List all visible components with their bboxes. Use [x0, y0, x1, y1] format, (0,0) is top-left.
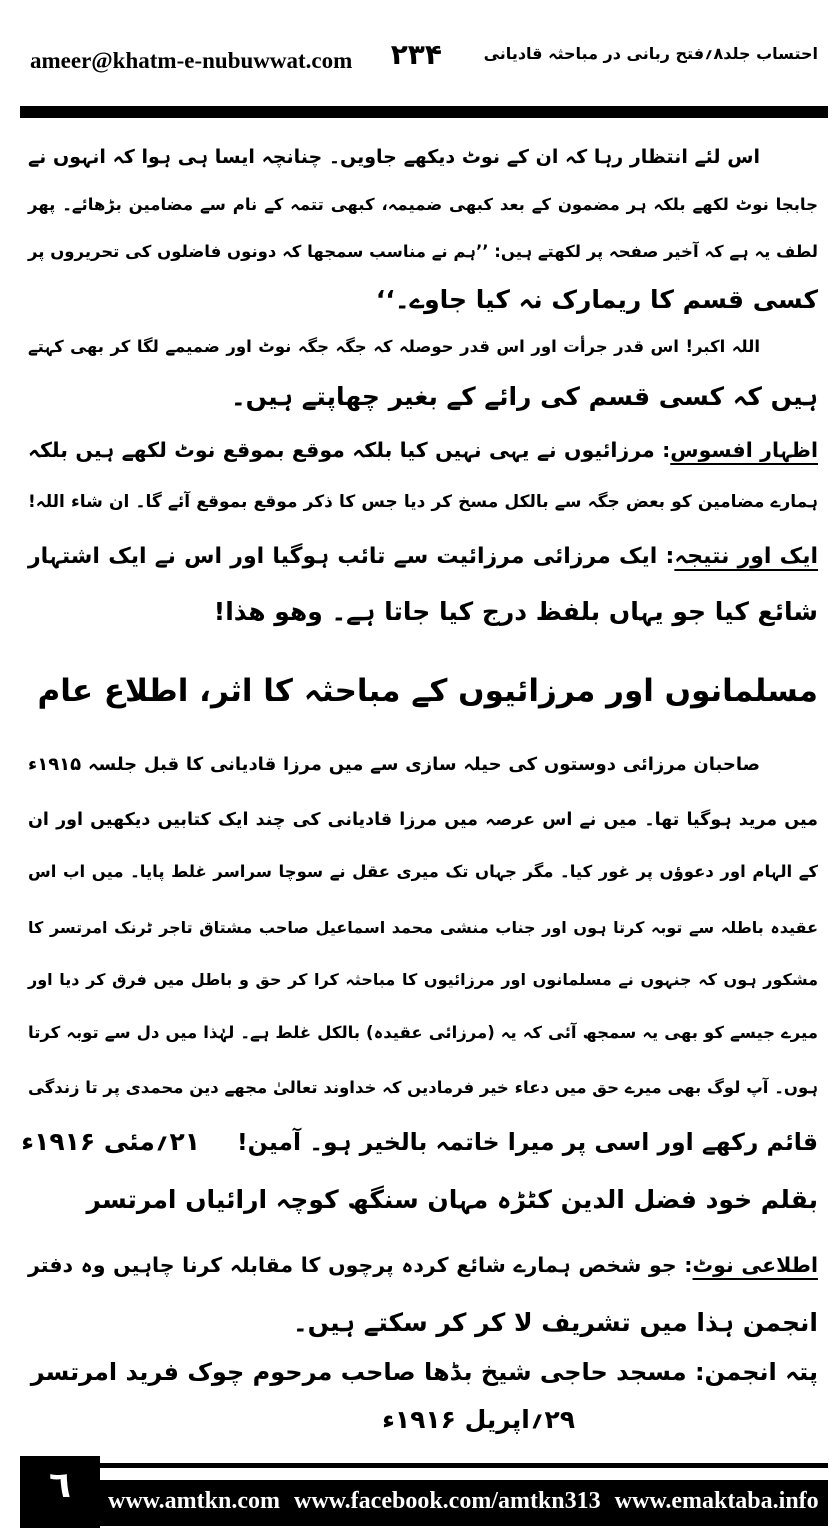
text-line [28, 1245, 818, 1285]
footer-urls: www.amtkn.com www.facebook.com/amtkn313 www.emaktaba.info [108, 1488, 819, 1514]
text-line: میرے جیسے کو بھی یہ سمجھ آئی کہ یہ (مرزائی عقیدہ) بالکل غلط ہے۔ لہٰذا میں دل سے توبہ کرتا [28, 1023, 818, 1042]
text-line: قائم رکھے اور اسی پر میرا خاتمہ بالخیر ہو۔ آمین! [236, 1128, 818, 1156]
text-line: صاحبان مرزائی دوستوں کی حیلہ سازی سے میں مرزا قادیانی کا قبل جلسہ ۱۹۱۵ء [28, 754, 760, 775]
text-line: کسی قسم کا ریمارک نہ کیا جاوے۔‘‘ [375, 285, 818, 314]
text-line: مشکور ہوں کہ جنہوں نے مسلمانوں اور مرزائیوں کا مباحثہ کرا کر حق و باطل میں فرق کر دیا اور [28, 970, 818, 989]
text-line: لطف یہ ہے کہ آخیر صفحہ پر لکھتے ہیں: ’’ہم نے مناسب سمجھا کہ دونوں فاضلوں کی تحریروں پر [28, 242, 818, 261]
text-line [28, 537, 818, 577]
text-line: شائع کیا جو یہاں بلفظ درج کیا جاتا ہے۔ وھو ھذا! [213, 597, 818, 626]
signature: بقلم خود فضل الدین کٹڑہ مہان سنگھ کوچہ ارائیاں امرتسر [86, 1185, 818, 1214]
section-label: اظہار افسوس [670, 438, 818, 462]
text-span: : مرزائیوں نے یہی نہیں کیا بلکہ موقع بموقع نوٹ لکھے ہیں بلکہ [28, 438, 671, 462]
header-email: ameer@khatm-e-nubuwwat.com [30, 48, 353, 73]
text-line: ہمارے مضامین کو بعض جگہ سے بالکل مسخ کر دیا جس کا ذکر موقع بموقع آئے گا۔ ان شاء اللہ! [28, 492, 818, 512]
text-line: عقیدہ باطلہ سے توبہ کرتا ہوں اور جناب منشی محمد اسماعیل صاحب مشتاق تاجر ٹرنک امرتسر کا [28, 918, 818, 937]
text-line: ہیں کہ کسی قسم کی رائے کے بغیر چھاپتے ہیں۔ [231, 382, 818, 411]
text-line: میں مرید ہوگیا تھا۔ میں نے اس عرصہ میں مرزا قادیانی کی چند ایک کتابیں دیکھیں اور ان [28, 810, 818, 830]
text-line: اللہ اکبر! اس قدر جرأت اور اس قدر حوصلہ کہ جگہ جگہ نوٹ اور ضمیمے لگا کر بھی کہتے [28, 337, 760, 356]
footer-rule [90, 1463, 828, 1483]
section-label: اطلاعی نوٹ [692, 1253, 818, 1277]
text-line: اس لئے انتظار رہا کہ ان کے نوٹ دیکھے جاویں۔ چنانچہ ایسا ہی ہوا کہ انہوں نے [28, 146, 760, 168]
section-label: ایک اور نتیجہ [674, 544, 819, 569]
address-date: ۲۹؍اپریل ۱۹۱۶ء [382, 1405, 575, 1434]
section-heading: مسلمانوں اور مرزائیوں کے مباحثہ کا اثر، اطلاع عام [37, 673, 818, 709]
text-line: کے الہام اور دعوؤں پر غور کیا۔ مگر جہاں تک میری عقل نے سوچا سراسر غلط پایا۔ میں اب اس [28, 862, 818, 881]
text-line [28, 430, 818, 470]
text-line: جابجا نوٹ لکھے بلکہ ہر مضمون کے بعد کبھی ضمیمہ، کبھی تتمہ کے نام سے مضامین بڑھائے۔ پھر [28, 195, 818, 214]
text-span: : جو شخص ہمارے شائع کردہ پرچوں کا مقابلہ کرنا چاہیں وہ دفتر [28, 1253, 693, 1277]
notice-date: ۲۱؍مئی ۱۹۱۶ء [21, 1127, 200, 1156]
text-line: ہوں۔ آپ لوگ بھی میرے حق میں دعاء خیر فرمادیں کہ خداوند تعالیٰ مجھے دین محمدی پر تا زندگی [28, 1078, 818, 1097]
text-span: : ایک مرزائی مرزائیت سے تائب ہوگیا اور اس نے ایک اشتہار [28, 544, 675, 569]
header-divider [20, 106, 828, 118]
address-line: پتہ انجمن: مسجد حاجی شیخ بڈھا صاحب مرحوم چوک فرید امرتسر [30, 1358, 818, 1386]
footer-number: ٦ [20, 1456, 100, 1528]
book-title: احتساب جلد۸؍فتح ربانی در مباحثہ قادیانی [483, 44, 818, 63]
page-number: ۲۳۴ [390, 38, 442, 71]
text-line: انجمن ہذا میں تشریف لا کر کر سکتے ہیں۔ [292, 1308, 818, 1337]
